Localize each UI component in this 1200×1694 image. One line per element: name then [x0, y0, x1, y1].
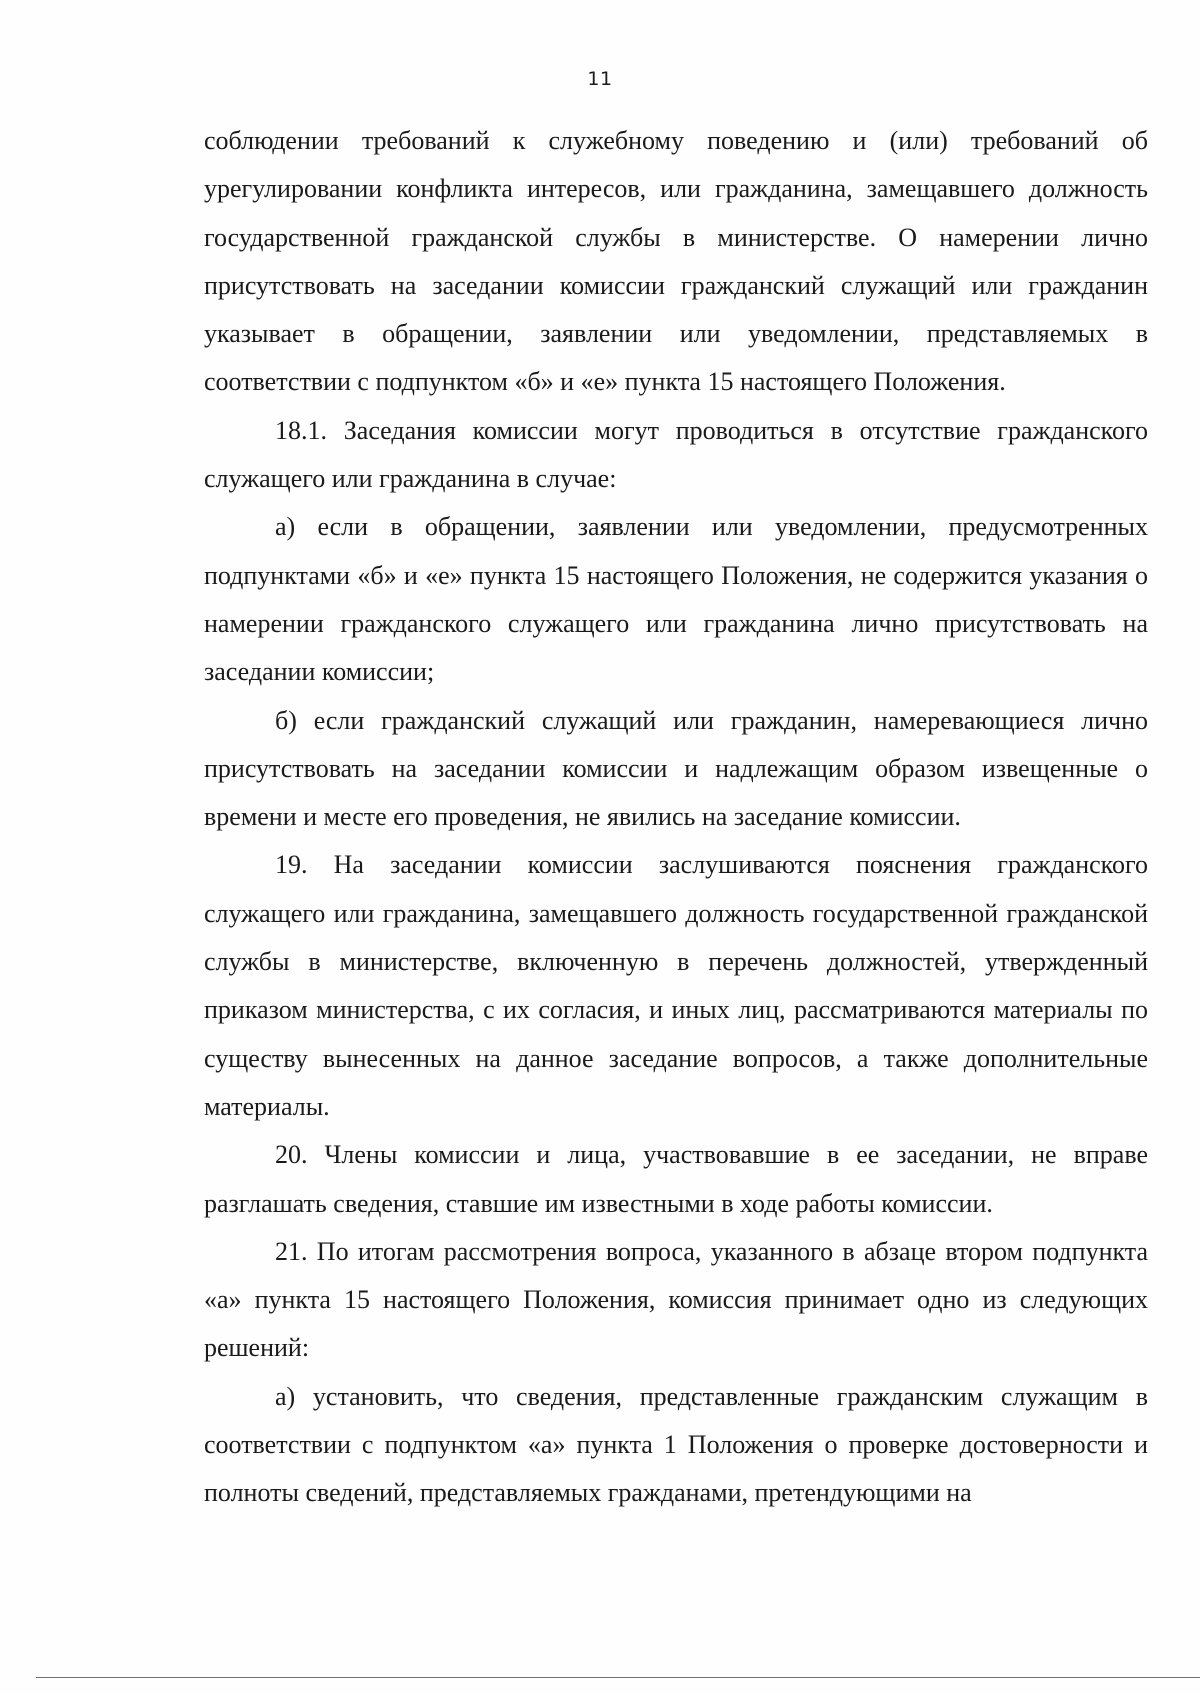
- page-number: 11: [587, 68, 613, 90]
- paragraph-18-1-b: б) если гражданский служащий или гражданин, намеревающиеся лично присутствовать на заседании комиссии и надлежащим образом извещенные о времени и месте его проведения, не явились на заседание комиссии.: [204, 705, 1148, 832]
- paragraph-19: 19. На заседании комиссии заслушиваются пояснения гражданского служащего или гражданина, замещавшего должность государственной гражданской службы в министерстве, включенную в перечень должностей, утвержденный приказом министерства, с их согласия, и иных лиц, рассматриваются материалы по существу вынесенных на данное заседание вопросов, а также дополнительные материалы.: [204, 850, 1148, 1121]
- paragraph-continuation: соблюдении требований к служебному поведению и (или) требований об урегулировании конфликта интересов, или гражданина, замещавшего должность государственной гражданской службы в министерстве. О намерении лично присутствовать на заседании комиссии гражданский служащий или гражданин указывает в обращении, заявлении или уведомлении, представляемых в соответствии с подпунктом «б» и «е» пункта 15 настоящего Положения.: [204, 126, 1148, 397]
- document-body: [204, 117, 1148, 1518]
- paragraph-18-1: 18.1. Заседания комиссии могут проводиться в отсутствие гражданского служащего или гражданина в случае:: [204, 415, 1148, 494]
- paragraph-18-1-a: а) если в обращении, заявлении или уведомлении, предусмотренных подпунктами «б» и «е» пункта 15 настоящего Положения, не содержится указания о намерении гражданского служащего или гражданина лично присутствовать на заседании комиссии;: [204, 512, 1148, 687]
- paragraph-21-a: а) установить, что сведения, представленные гражданским служащим в соответствии с подпунктом «а» пункта 1 Положения о проверке достоверности и полноты сведений, представляемых гражданами, претендующими на: [204, 1381, 1148, 1508]
- paragraph-20: 20. Члены комиссии и лица, участвовавшие в ее заседании, не вправе разглашать сведения, ставшие им известными в ходе работы комиссии.: [204, 1140, 1148, 1218]
- page-bottom-rule: [36, 1677, 1200, 1678]
- paragraph-21: 21. По итогам рассмотрения вопроса, указанного в абзаце втором подпункта «а» пункта 15 настоящего Положения, комиссия принимает одно из следующих решений:: [204, 1236, 1148, 1363]
